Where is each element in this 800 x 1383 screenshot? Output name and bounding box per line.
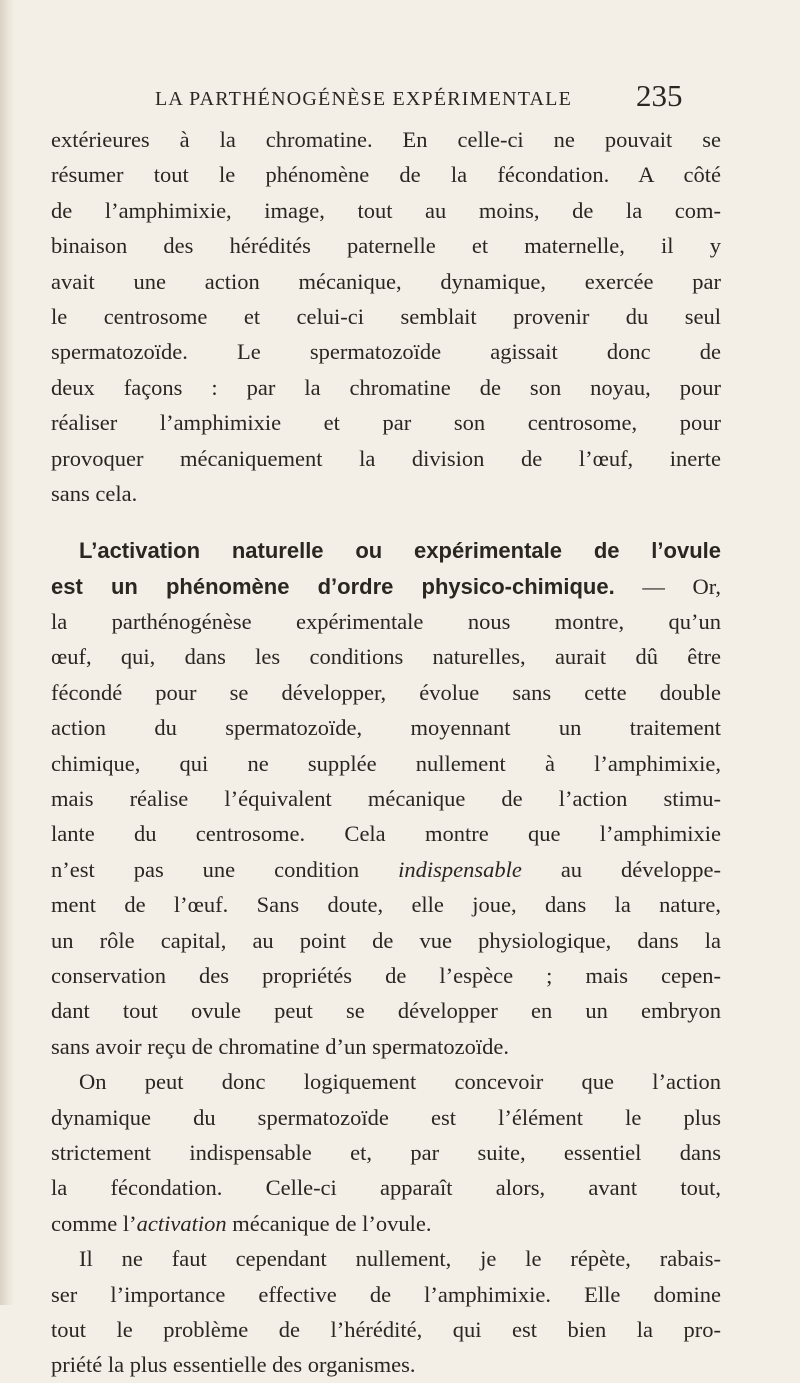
text-line: chimique, qui ne supplée nullement à l’amphimixie, (51, 750, 721, 776)
text-line: dynamique du spermatozoïde est l’élément le plus (51, 1104, 721, 1130)
running-title: LA PARTHÉNOGÉNÈSE EXPÉRIMENTALE (155, 88, 572, 110)
text-span: n’est pas une condition (51, 856, 399, 882)
text-span: comme l’ (51, 1210, 137, 1236)
text-line (51, 569, 721, 604)
bold-heading-line: est un phénomène d’ordre physico-chimique. (51, 573, 615, 599)
text-line: spermatozoïde. Le spermatozoïde agissait donc de (51, 339, 721, 365)
text-line: deux façons : par la chromatine de son noyau, pour (51, 374, 721, 400)
paragraph-spacer (51, 511, 721, 533)
paragraph-2 (51, 533, 721, 1064)
text-line: binaison des hérédités paternelle et maternelle, il y (51, 233, 721, 259)
text-line: réaliser l’amphimixie et par son centrosome, pour (51, 410, 721, 436)
text-line: action du spermatozoïde, moyennant un traitement (51, 715, 721, 741)
page-body (51, 122, 721, 1383)
paragraph-1 (51, 122, 721, 511)
text-line: un rôle capital, au point de vue physiologique, dans la (51, 927, 721, 953)
paragraph-4 (51, 1241, 721, 1383)
text-line: mais réalise l’équivalent mécanique de l’action stimu- (51, 786, 721, 812)
text-line: lante du centrosome. Cela montre que l’amphimixie (51, 821, 721, 847)
text-line: fécondé pour se développer, évolue sans cette double (51, 679, 721, 705)
text-line: provoquer mécaniquement la division de l’œuf, inerte (51, 445, 721, 471)
text-line: résumer tout le phénomène de la fécondation. A côté (51, 162, 721, 188)
text-line: conservation des propriétés de l’espèce ; mais cepen- (51, 962, 721, 988)
bold-heading-line: L’activation naturelle ou expérimentale de l’ovule (79, 538, 721, 564)
text-line (51, 1206, 721, 1241)
text-line: priété la plus essentielle des organismes. (51, 1352, 416, 1378)
text-line: œuf, qui, dans les conditions naturelles, aurait dû être (51, 644, 721, 670)
page-binding-shadow (0, 0, 14, 1305)
text-line: ment de l’œuf. Sans doute, elle joue, dans la nature, (51, 892, 721, 918)
text-span: mécanique de l’ovule. (226, 1210, 432, 1236)
text-line: la parthénogénèse expérimentale nous montre, qu’un (51, 609, 721, 635)
running-header (0, 78, 800, 118)
paragraph-3 (51, 1064, 721, 1241)
emphasis-text: indispensable (398, 856, 522, 882)
text-span: au développe- (521, 856, 721, 882)
text-span: — Or, (614, 573, 722, 599)
text-line: Il ne faut cependant nullement, je le répète, rabais- (79, 1246, 721, 1272)
text-line: sans avoir reçu de chromatine d’un spermatozoïde. (51, 1033, 509, 1059)
text-line: extérieures à la chromatine. En celle-ci ne pouvait se (51, 127, 721, 152)
text-line: de l’amphimixie, image, tout au moins, de la com- (51, 197, 721, 223)
text-line: le centrosome et celui-ci semblait provenir du seul (51, 303, 721, 329)
text-line: dant tout ovule peut se développer en un embryon (51, 998, 721, 1024)
page-number: 235 (636, 78, 683, 113)
text-line: sans cela. (51, 480, 138, 506)
text-line: strictement indispensable et, par suite, essentiel dans (51, 1139, 721, 1165)
text-line: avait une action mécanique, dynamique, exercée par (51, 268, 721, 294)
text-line: la fécondation. Celle-ci apparaît alors, avant tout, (51, 1175, 721, 1201)
text-line: On peut donc logiquement concevoir que l’action (79, 1069, 721, 1095)
emphasis-text: activation (136, 1210, 227, 1236)
text-line (51, 852, 721, 887)
text-line: tout le problème de l’hérédité, qui est bien la pro- (51, 1316, 721, 1342)
text-line: ser l’importance effective de l’amphimixie. Elle domine (51, 1281, 721, 1307)
